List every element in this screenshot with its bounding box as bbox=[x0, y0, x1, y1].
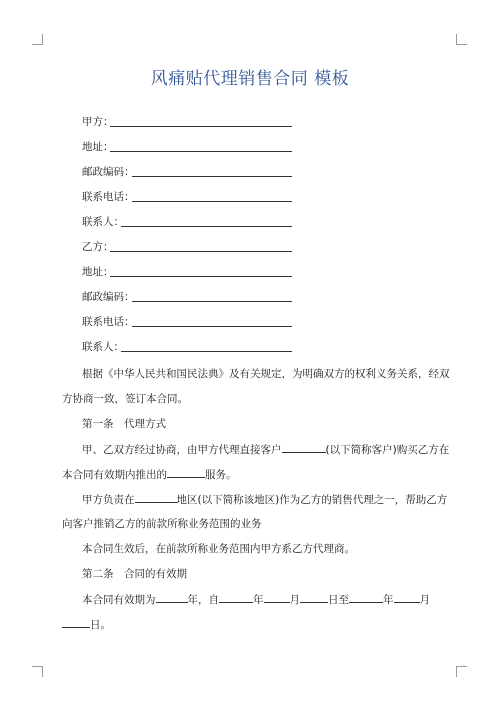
party-b-phone-line[interactable] bbox=[132, 326, 292, 327]
service-blank[interactable] bbox=[167, 466, 205, 478]
a1p1-text-2: (以下简称客户)购买乙方在 bbox=[325, 444, 450, 456]
intro-paragraph-line2: 方协商一致，签订本合同。 bbox=[62, 393, 188, 405]
a2-text-3: 年 bbox=[253, 594, 264, 606]
party-b-contact-label: 联系人： bbox=[82, 341, 124, 353]
party-b-contact-line[interactable] bbox=[121, 351, 292, 352]
party-a-postcode-line[interactable] bbox=[132, 176, 292, 177]
article2-heading: 第二条 合同的有效期 bbox=[82, 568, 187, 580]
client-blank[interactable] bbox=[282, 441, 326, 453]
end-day-blank[interactable] bbox=[62, 616, 90, 628]
party-b-address-field[interactable] bbox=[82, 264, 114, 280]
a2-text-7: 月 bbox=[419, 594, 430, 606]
document-title: 风痛贴代理销售合同 模板 bbox=[150, 69, 350, 89]
article2-paragraph-line2 bbox=[62, 616, 442, 633]
party-a-address-field[interactable] bbox=[82, 139, 114, 155]
party-a-name-label: 甲方： bbox=[82, 116, 114, 128]
a2-text-1: 本合同有效期为 bbox=[82, 594, 156, 606]
party-a-name-line[interactable] bbox=[110, 126, 292, 127]
article1-paragraph1-line1 bbox=[82, 441, 462, 458]
start-day-blank[interactable] bbox=[300, 591, 328, 603]
start-month-blank[interactable] bbox=[264, 591, 290, 603]
a2-text-6: 年 bbox=[383, 594, 394, 606]
party-b-contact-field[interactable] bbox=[82, 339, 124, 355]
a1p1-text-1: 甲、乙双方经过协商，由甲方代理直接客户 bbox=[82, 444, 282, 456]
corner-mark-bottom-left bbox=[32, 666, 43, 677]
article2-paragraph-line1 bbox=[82, 591, 462, 608]
corner-mark-bottom-right bbox=[456, 666, 467, 677]
corner-mark-top-right bbox=[456, 34, 467, 45]
party-b-address-label: 地址： bbox=[82, 266, 114, 278]
a2-text-2: 年，自 bbox=[187, 594, 219, 606]
a2-text-5: 日至 bbox=[328, 594, 349, 606]
a1p2-text-1: 甲方负责在 bbox=[82, 494, 135, 506]
article1-paragraph2-line1 bbox=[82, 491, 462, 508]
party-a-address-line[interactable] bbox=[110, 151, 292, 152]
party-b-phone-field[interactable] bbox=[82, 314, 135, 330]
party-a-address-label: 地址： bbox=[82, 141, 114, 153]
party-b-postcode-field[interactable] bbox=[82, 289, 135, 305]
region-blank[interactable] bbox=[135, 491, 177, 503]
party-a-phone-line[interactable] bbox=[132, 201, 292, 202]
term-years-blank[interactable] bbox=[156, 591, 188, 603]
a2-text-4: 月 bbox=[289, 594, 300, 606]
party-a-postcode-field[interactable] bbox=[82, 164, 135, 180]
intro-paragraph-line1: 根据《中华人民共和国民法典》及有关规定，为明确双方的权利义务关系，经双 bbox=[82, 368, 450, 380]
party-b-phone-label: 联系电话： bbox=[82, 316, 135, 328]
party-a-contact-field[interactable] bbox=[82, 214, 124, 230]
start-year-blank[interactable] bbox=[219, 591, 253, 603]
party-a-phone-field[interactable] bbox=[82, 189, 135, 205]
party-b-address-line[interactable] bbox=[110, 276, 292, 277]
end-year-blank[interactable] bbox=[349, 591, 383, 603]
article1-paragraph3: 本合同生效后，在前款所称业务范围内甲方系乙方代理商。 bbox=[82, 543, 355, 555]
party-a-contact-line[interactable] bbox=[121, 226, 292, 227]
party-b-postcode-line[interactable] bbox=[132, 301, 292, 302]
party-b-name-line[interactable] bbox=[110, 251, 292, 252]
a2-text-8: 日。 bbox=[90, 619, 111, 631]
party-a-phone-label: 联系电话： bbox=[82, 191, 135, 203]
party-b-name-field[interactable] bbox=[82, 239, 114, 255]
a1p1-text-3: 本合同有效期内推出的 bbox=[62, 469, 167, 481]
party-b-postcode-label: 邮政编码： bbox=[82, 291, 135, 303]
a1p2-text-2: 地区(以下简称该地区)作为乙方的销售代理之一，帮助乙方 bbox=[176, 494, 448, 506]
party-a-postcode-label: 邮政编码： bbox=[82, 166, 135, 178]
article1-heading: 第一条 代理方式 bbox=[82, 418, 166, 430]
party-b-name-label: 乙方： bbox=[82, 241, 114, 253]
party-a-name-field[interactable] bbox=[82, 114, 114, 130]
party-a-contact-label: 联系人： bbox=[82, 216, 124, 228]
article1-paragraph1-line2 bbox=[62, 466, 442, 483]
a1p1-text-4: 服务。 bbox=[205, 469, 237, 481]
end-month-blank[interactable] bbox=[394, 591, 420, 603]
corner-mark-top-left bbox=[32, 34, 43, 45]
article1-paragraph2-line2: 向客户推销乙方的前款所称业务范围的业务 bbox=[62, 518, 262, 530]
